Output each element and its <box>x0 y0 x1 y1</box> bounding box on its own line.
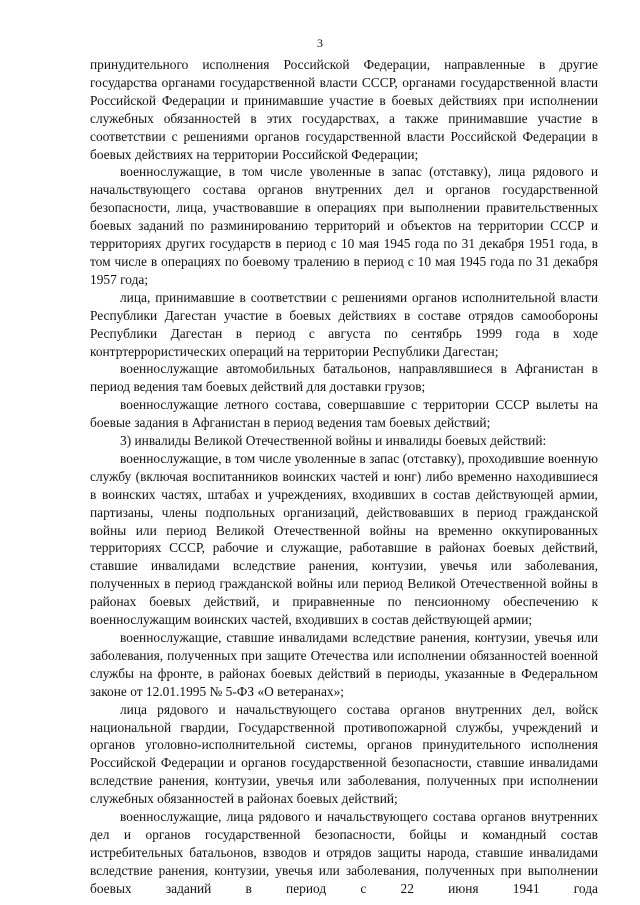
paragraph: военнослужащие автомобильных батальонов, направлявшиеся в Афганистан в период ведения там боевых действий для доставки грузов; <box>90 361 598 395</box>
paragraph: военнослужащие летного состава, совершавшие с территории СССР вылеты на боевые задания в Афганистан в период ведения там боевых действий; <box>90 397 598 431</box>
paragraph: принудительного исполнения Российской Федерации, направленные в другие государства органами государственной власти СССР, органами государственной власти Российской Федерации и принимавшие участие в боевых действиях при исполнении служебных обязанностей в этих государствах, а также принимавшие участие в соответствии с решениями органов государственной власти Российской Федерации в боевых действиях на территории Российской Федерации; <box>90 57 598 162</box>
paragraph: военнослужащие, в том числе уволенные в запас (отставку), проходившие военную службу (включая воспитанников воинских частей и юнг) либо временно находившиеся в воинских частях, штабах и учреждениях, входивших в состав действующей армии, партизаны, члены подпольных организаций, действовавших в период гражданской войны или период Великой Отечественной войны на временно оккупированных территориях СССР, рабочие и служащие, работавшие в районах боевых действий, ставшие инвалидами вследствие ранения, контузии, увечья или заболевания, полученных в период гражданской войны или период Великой Отечественной войны в районах боевых действий, и приравненные по пенсионному обеспечению к военнослужащим воинских частей, входивших в состав действующей армии; <box>90 450 598 628</box>
document-body <box>90 56 598 898</box>
paragraph: военнослужащие, лица рядового и начальствующего состава органов внутренних дел и органов государственной безопасности, бойцы и командный состав истребительных батальонов, взводов и отрядов защиты народа, ставшие инвалидами вследствие ранения, контузии, увечья или заболевания, полученных при выполнении боевых заданий в период с 22 июня 1941 года <box>90 809 598 896</box>
paragraph: военнослужащие, ставшие инвалидами вследствие ранения, контузии, увечья или заболевания, полученных при защите Отечества или исполнении обязанностей военной службы на фронте, в районах боевых действий в периоды, указанные в Федеральном законе от 12.01.1995 № 5-ФЗ «О ветеранах»; <box>90 630 598 699</box>
paragraph: 3) инвалиды Великой Отечественной войны и инвалиды боевых действий: <box>120 433 547 449</box>
paragraph: лица рядового и начальствующего состава органов внутренних дел, войск национальной гвардии, Государственной противопожарной службы, учреждений и органов уголовно-исполнительной системы, органов принудительного исполнения Российской Федерации и органов государственной безопасности, ставшие инвалидами вследствие ранения, контузии, увечья или заболевания, полученных при исполнении служебных обязанностей в районах боевых действий; <box>90 701 598 807</box>
paragraph: военнослужащие, в том числе уволенные в запас (отставку), лица рядового и начальствующего состава органов внутренних дел и органов государственной безопасности, лица, участвовавшие в операциях при выполнении правительственных боевых заданий по разминированию территорий и объектов на территории СССР и территориях других государств в период с 10 мая 1945 года по 31 декабря 1951 года, в том числе в операциях по боевому тралению в период с 10 мая 1945 года по 31 декабря 1957 года; <box>90 164 598 287</box>
paragraph: лица, принимавшие в соответствии с решениями органов исполнительной власти Республики Дагестан участие в боевых действиях в составе отрядов самообороны Республики Дагестан в период с августа по сентябрь 1999 года в ходе контртеррористических операций на территории Республики Дагестан; <box>90 289 598 359</box>
page-number: 3 <box>317 36 323 50</box>
